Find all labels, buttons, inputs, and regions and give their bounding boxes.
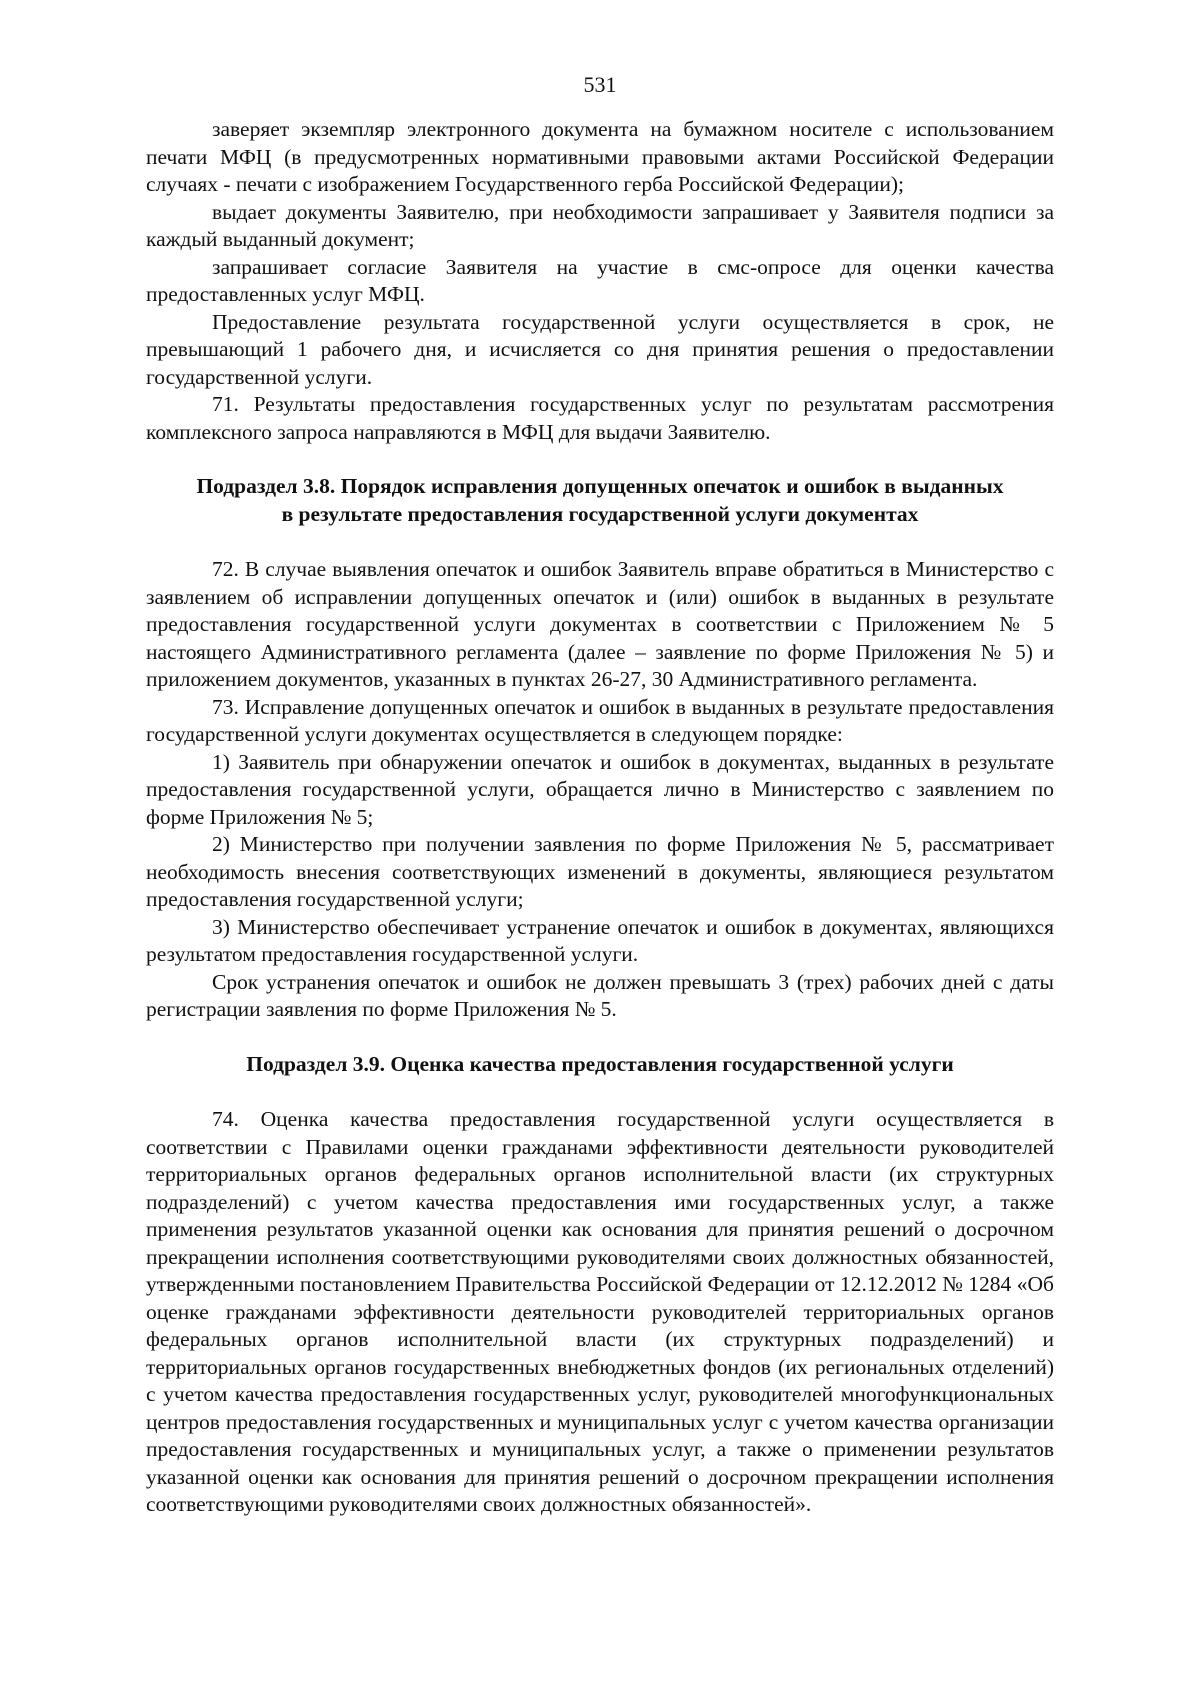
page-content: [146, 116, 1054, 1519]
paragraph: 71. Результаты предоставления государственных услуг по результатам рассмотрения комплексного запроса направляются в МФЦ для выдачи Заявителю.: [146, 392, 1054, 444]
paragraph: 74. Оценка качества предоставления государственной услуги осуществляется в соответствии с Правилами оценки гражданами эффективности деятельности руководителей территориальных органов федеральных органов исполнительной власти (их структурных подразделений) с учетом качества предоставления ими государственных услуг, а также применения результатов указанной оценки как основания для принятия решений о досрочном прекращении исполнения соответствующими руководителями своих должностных обязанностей, утвержденными постановлением Правительства Российской Федерации от 12.12.2012 № 1284 «Об оценке гражданами эффективности деятельности руководителей территориальных органов федеральных органов исполнительной власти (их структурных подразделений) и территориальных органов государственных внебюджетных фондов (их региональных отделений) с учетом качества предоставления государственных услуг, руководителей многофункциональных центров предоставления государственных и муниципальных услуг с учетом качества организации предоставления государственных и муниципальных услуг, а также о применении результатов указанной оценки как основания для принятия решений о досрочном прекращении исполнения соответствующими руководителями своих должностных обязанностей».: [146, 1107, 1054, 1516]
paragraph: Срок устранения опечаток и ошибок не должен превышать 3 (трех) рабочих дней с даты регистрации заявления по форме Приложения № 5.: [146, 969, 1054, 1021]
heading-line: Подраздел 3.8. Порядок исправления допущенных опечаток и ошибок в выданных: [196, 474, 1004, 498]
subsection-3-8-heading: [146, 473, 1054, 528]
spacer: [146, 1078, 1054, 1106]
spacer: [146, 446, 1054, 473]
paragraph: 2) Министерство при получении заявления по форме Приложения № 5, рассматривает необходимость внесения соответствующих изменений в документы, являющиеся результатом предоставления государственной услуги;: [146, 832, 1054, 911]
paragraph: Предоставление результата государственной услуги осуществляется в срок, не превышающий 1 рабочего дня, и исчисляется со дня принятия решения о предоставлении государственной услуги.: [146, 309, 1054, 389]
paragraph: 3) Министерство обеспечивает устранение опечаток и ошибок в документах, являющихся результатом предоставления государственной услуги.: [146, 914, 1054, 966]
paragraph: запрашивает согласие Заявителя на участие в смс-опросе для оценки качества предоставленных услуг МФЦ.: [146, 254, 1054, 306]
paragraph: 73. Исправление допущенных опечаток и ошибок в выданных в результате предоставления государственной услуги документах осуществляется в следующем порядке:: [146, 694, 1054, 746]
paragraph: выдает документы Заявителю, при необходимости запрашивает у Заявителя подписи за каждый выданный документ;: [146, 199, 1054, 251]
spacer: [146, 1024, 1054, 1051]
paragraph: заверяет экземпляр электронного документа на бумажном носителе с использованием печати МФЦ (в предусмотренных нормативными правовыми актами Российской Федерации случаях - печати с изображением Государственного герба Российской Федерации);: [146, 117, 1054, 196]
heading-line: в результате предоставления государственной услуги документах: [281, 501, 919, 526]
paragraph: 72. В случае выявления опечаток и ошибок Заявитель вправе обратиться в Министерство с заявлением об исправлении допущенных опечаток и (или) ошибок в выданных в результате предоставления государственной услуги документах в соответствии с Приложением № 5 настоящего Административного регламента (далее – заявление по форме Приложения № 5) и приложением документов, указанных в пунктах 26-27, 30 Административного регламента.: [146, 557, 1054, 691]
page-number: 531: [583, 72, 617, 97]
subsection-3-9-heading: Подраздел 3.9. Оценка качества предоставления государственной услуги: [246, 1051, 954, 1076]
paragraph: 1) Заявитель при обнаружении опечаток и ошибок в документах, выданных в результате предоставления государственной услуги, обращается лично в Министерство с заявлением по форме Приложения № 5;: [146, 749, 1054, 829]
spacer: [146, 528, 1054, 556]
